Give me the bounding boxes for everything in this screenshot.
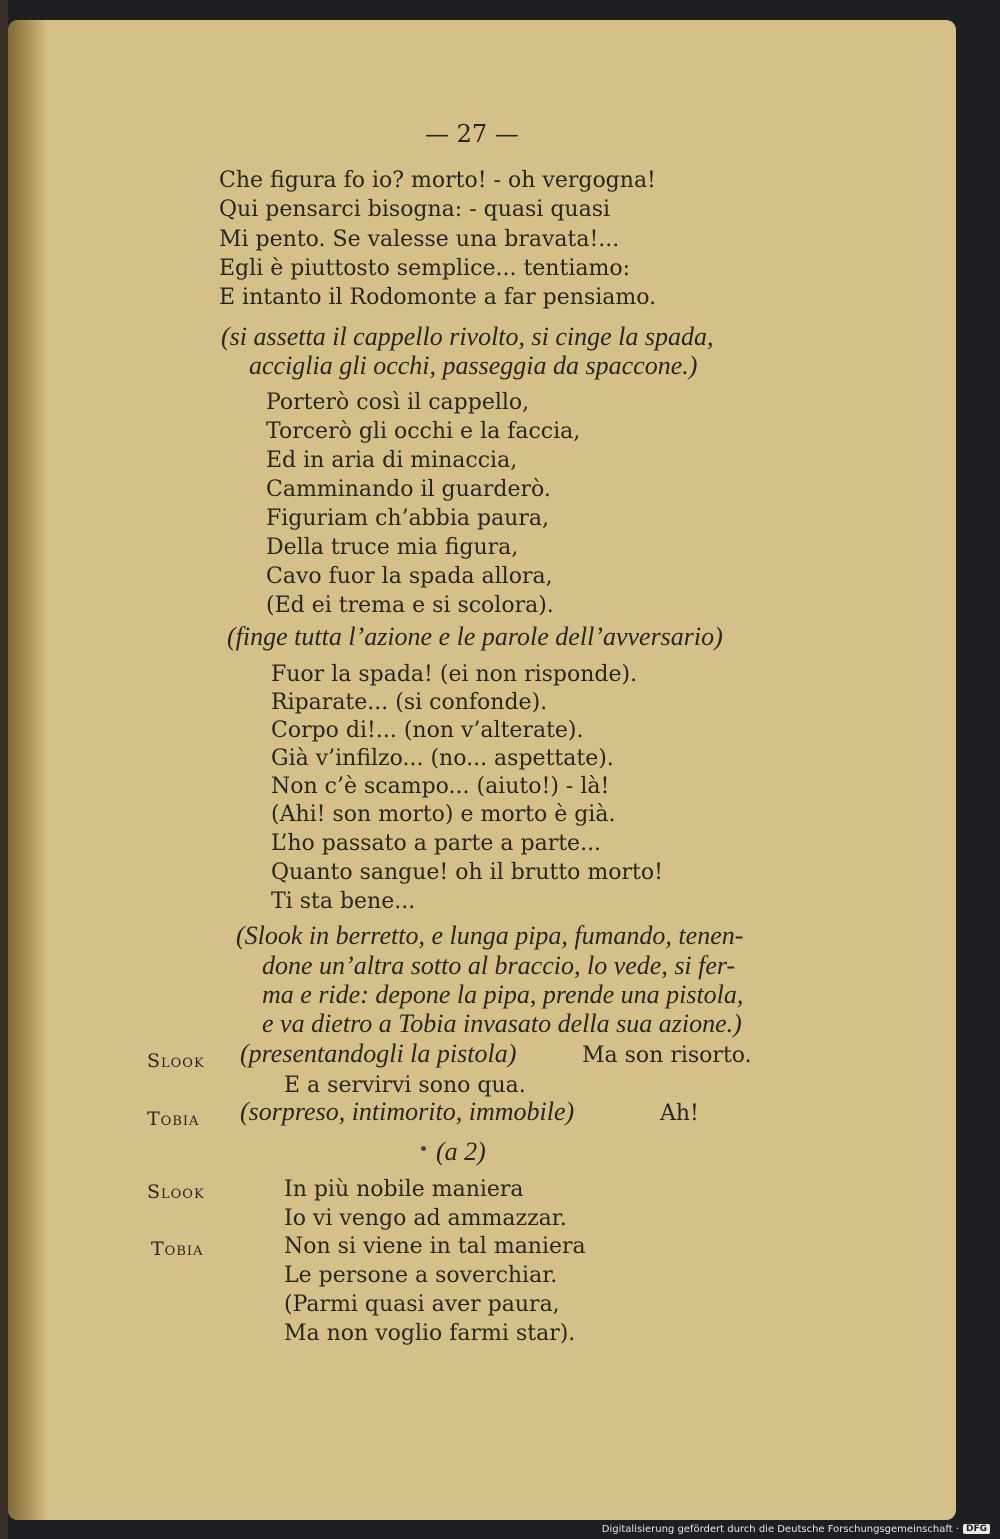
stage-direction: done un’altra sotto al braccio, lo vede, si fer- (262, 951, 736, 980)
stage-direction: (sorpreso, intimorito, immobile) (240, 1097, 575, 1126)
verse-line: Ma non voglio farmi star). (284, 1321, 576, 1346)
speaker-name: Slook (147, 1050, 205, 1072)
verse-line: Riparate... (si confonde). (271, 690, 548, 715)
verse-line: E intanto il Rodomonte a far pensiamo. (219, 285, 657, 310)
digitization-footer (602, 1521, 990, 1537)
verse-line: Cavo fuor la spada allora, (266, 564, 553, 589)
stage-direction: ma e ride: depone la pipa, prende una pistola, (262, 980, 744, 1009)
speaker-name: Slook (147, 1181, 205, 1203)
book-spine (0, 0, 8, 1539)
verse-line: Ti sta bene... (271, 889, 416, 914)
verse-line: Ah! (660, 1101, 699, 1126)
verse-line: In più nobile maniera (284, 1177, 524, 1202)
stage-direction: (Slook in berretto, e lunga pipa, fumando, tenen- (236, 921, 744, 950)
verse-line: Egli è piuttosto semplice... tentiamo: (219, 256, 630, 281)
verse-line: Ed in aria di minaccia, (266, 448, 518, 473)
verse-line: Della truce mia figura, (266, 535, 519, 560)
stage-direction: (si assetta il cappello rivolto, si cinge la spada, (221, 322, 714, 351)
verse-line: Che figura fo io? morto! - oh vergogna! (219, 168, 656, 193)
ink-speck (421, 1146, 426, 1151)
verse-line: Le persone a soverchiar. (284, 1263, 558, 1288)
stage-direction: acciglia gli occhi, passeggia da spaccone.) (249, 351, 698, 380)
stage-direction: e va dietro a Tobia invasato della sua azione.) (262, 1009, 742, 1038)
verse-line: (Ed ei trema e si scolora). (266, 593, 554, 618)
stage-direction: (presentandogli la pistola) (240, 1039, 517, 1068)
verse-line: L’ho passato a parte a parte... (271, 831, 602, 856)
verse-line: Ma son risorto. (582, 1043, 752, 1068)
verse-line: Corpo di!... (non v’alterate). (271, 718, 584, 743)
verse-line: E a servirvi sono qua. (284, 1073, 526, 1098)
verse-line: Camminando il guarderò. (266, 477, 551, 502)
verse-line: (Ahi! son morto) e morto è già. (271, 802, 616, 827)
verse-line: Non c’è scampo... (aiuto!) - là! (271, 774, 610, 799)
verse-line: Fuor la spada! (ei non risponde). (271, 662, 638, 687)
speaker-name: Tobia (151, 1238, 204, 1260)
verse-line: Torcerò gli occhi e la faccia, (266, 419, 581, 444)
verse-line: Già v’infilzo... (no... aspettate). (271, 746, 614, 771)
verse-line: Mi pento. Se valesse una bravata!... (219, 227, 620, 252)
footer-credit: Digitalisierung gefördert durch die Deutsche Forschungsgemeinschaft · (601, 1523, 959, 1535)
verse-line: Io vi vengo ad ammazzar. (284, 1206, 567, 1231)
verse-line: Figuriam ch’abbia paura, (266, 506, 549, 531)
page-gutter-shadow (8, 20, 48, 1520)
verse-line: Qui pensarci bisogna: - quasi quasi (219, 197, 611, 222)
verse-line: Non si viene in tal maniera (284, 1234, 586, 1259)
page-number: — 27 — (425, 120, 519, 148)
speaker-name: Tobia (147, 1108, 200, 1130)
stage-direction: (finge tutta l’azione e le parole dell’avversario) (227, 622, 723, 651)
verse-line: Porterò così il cappello, (266, 390, 530, 415)
dfg-logo: DFG (963, 1524, 990, 1534)
verse-line: Quanto sangue! oh il brutto morto! (271, 860, 663, 885)
verse-line: (Parmi quasi aver paura, (284, 1292, 560, 1317)
stage-direction: (a 2) (436, 1137, 486, 1166)
